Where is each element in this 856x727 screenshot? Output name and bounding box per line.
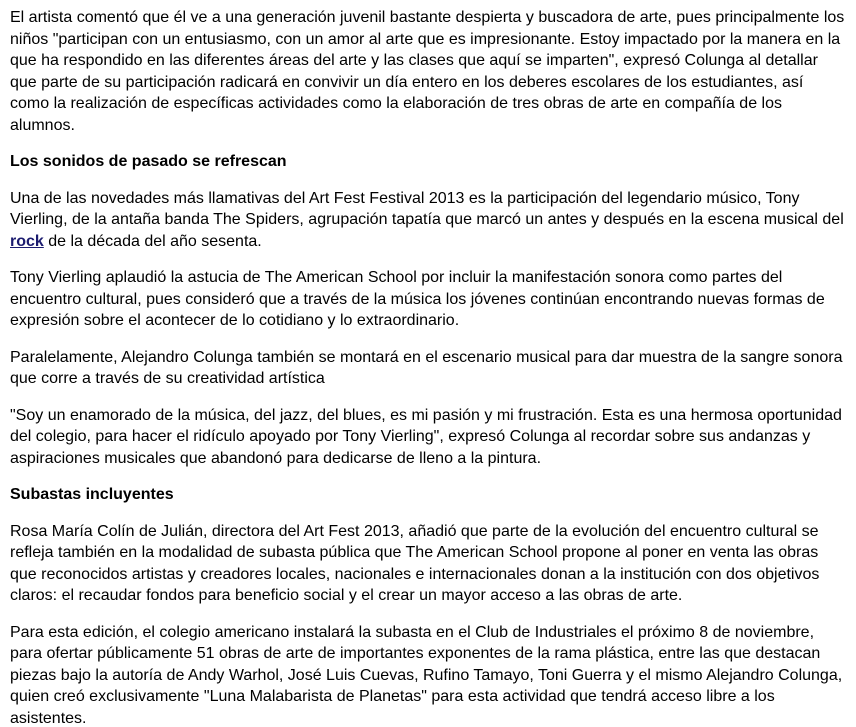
rock-link[interactable]: rock	[10, 232, 44, 250]
paragraph-vierling-applause: Tony Vierling aplaudió la astucia de The American School por incluir la manifestación sonora como partes del encuentro cultural, pues consideró que a través de la música los jóvenes continúan encontrando nuevas formas de expresión sobre el acontecer de lo cotidiano y lo extraordinario.	[10, 269, 825, 329]
paragraph-auction-intro: Rosa María Colín de Julián, directora del Art Fest 2013, añadió que parte de la evolución del encuentro cultural se refleja también en la modalidad de subasta pública que The American School propone al poner en venta las obras que reconocidos artistas y creadores locales, nacionales e internacionales donan a la institución con dos objetivos claros: el recaudar fondos para beneficio social y el crear un mayor acceso a las obras de arte.	[10, 522, 820, 604]
paragraph-text-after-link: de la década del año sesenta.	[43, 232, 262, 250]
section-heading-auctions: Subastas incluyentes	[10, 486, 174, 503]
section-heading-sounds: Los sonidos de pasado se refrescan	[10, 153, 287, 170]
paragraph-auction-details: Para esta edición, el colegio americano instalará la subasta en el Club de Industriales el próximo 8 de noviembre, para ofertar públicamente 51 obras de arte de importantes exponentes de la rama plástica, entre las que destacan piezas bajo la autoría de Andy Warhol, José Luis Cuevas, Rufino Tamayo, Toni Guerra y el mismo Alejandro Colunga, quien creó exclusivamente "Luna Malabarista de Planetas" para esta actividad que tendrá acceso libre a los asistentes.	[10, 623, 843, 727]
paragraph-text-before-link: Una de las novedades más llamativas del Art Fest Festival 2013 es la participación del legendario músico, Tony Vierling, de la antaña banda The Spiders, agrupación tapatía que marcó un antes y después en la escena musical del	[10, 189, 844, 228]
paragraph-tony-vierling-intro	[10, 188, 846, 253]
paragraph-colunga-quote: "Soy un enamorado de la música, del jazz, del blues, es mi pasión y mi frustración. Esta es una hermosa oportunidad del colegio, para hacer el ridículo apoyado por Tony Vierling", expresó Colunga al recordar sobre sus andanzas y aspiraciones musicales que abandonó para dedicarse de lleno a la pintura.	[10, 406, 842, 467]
paragraph-colunga-stage: Paralelamente, Alejandro Colunga también se montará en el escenario musical para dar muestra de la sangre sonora que corre a través de su creatividad artística	[10, 348, 843, 387]
paragraph-artist-comment: El artista comentó que él ve a una generación juvenil bastante despierta y buscadora de arte, pues principalmente los niños "participan con un entusiasmo, con un amor al arte que es impresionante. Estoy impactado por la manera en la que ha respondido en las diferentes áreas del arte y las clases que aquí se imparten", expresó Colunga al detallar que parte de su participación radicará en convivir un día entero en los deberes escolares de los estudiantes, así como la realización de específicas actividades como la elaboración de tres obras de arte en compañía de los alumnos.	[10, 9, 845, 134]
